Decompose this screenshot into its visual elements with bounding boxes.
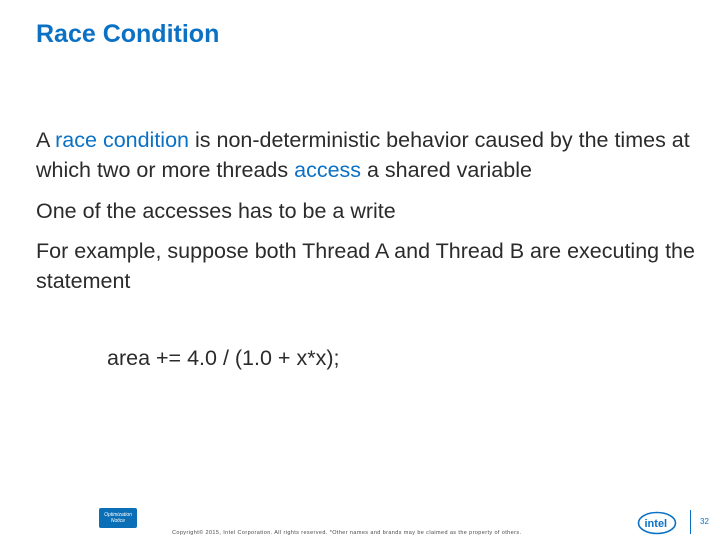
optimization-notice-badge[interactable] [99, 508, 137, 528]
code-statement: area += 4.0 / (1.0 + x*x); [107, 346, 340, 370]
paragraph-write-access: One of the accesses has to be a write [36, 199, 396, 223]
copyright-notice: Copyright© 2015, Intel Corporation. All rights reserved. *Other names and brands may be claimed as the property of others. [172, 530, 522, 536]
badge-line-2: Notice [110, 518, 126, 524]
paragraph-text: A [36, 128, 56, 152]
page-number: 32 [700, 517, 709, 526]
intel-logo-text: intel [644, 518, 668, 530]
logo-divider [690, 510, 691, 534]
paragraph-race-condition-definition [36, 125, 696, 185]
slide-title: Race Condition [36, 20, 220, 48]
badge-line-1: Optimization [104, 512, 132, 518]
highlight-race-condition: race condition [55, 128, 190, 152]
highlight-access: access [294, 158, 362, 182]
paragraph-example: For example, suppose both Thread A and Thread B are executing the statement [36, 239, 695, 293]
intel-logo-icon [637, 509, 677, 536]
paragraph-text: a shared variable [361, 158, 532, 182]
paragraph-text: is non-deterministic behavior caused by the times at which two or more threads [36, 128, 690, 182]
